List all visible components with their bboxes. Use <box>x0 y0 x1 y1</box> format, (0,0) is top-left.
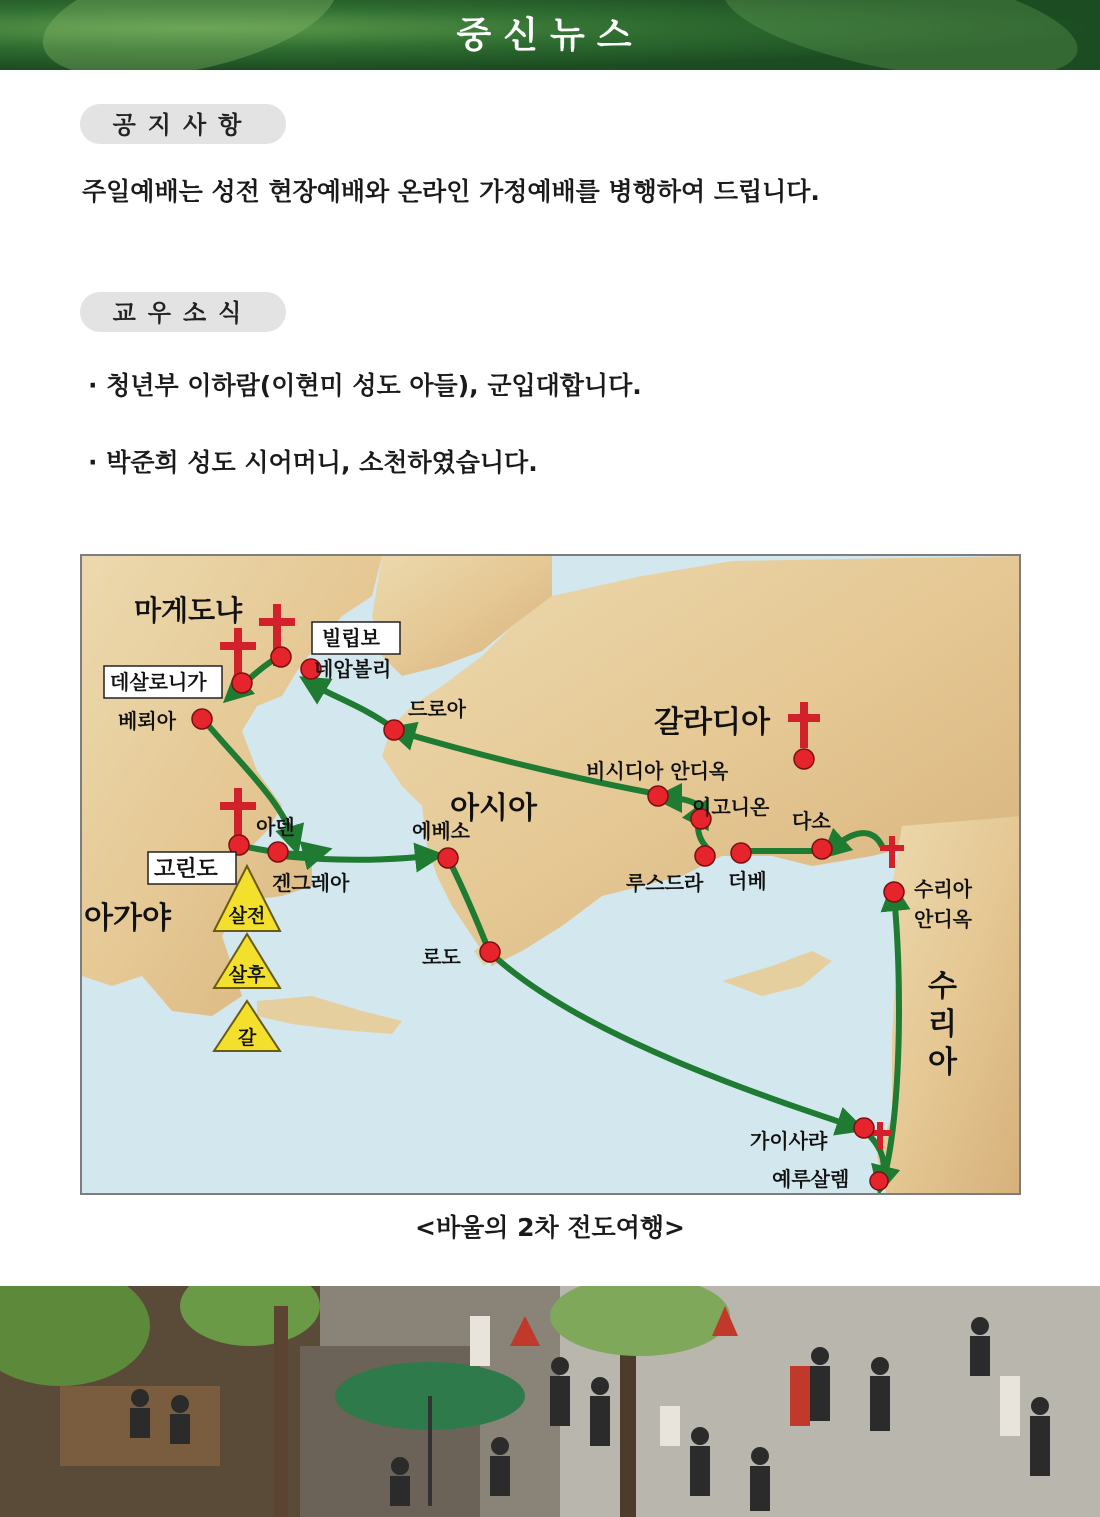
city-label: 드로아 <box>408 697 466 721</box>
city-dot <box>268 842 288 862</box>
region-label: 마게도냐 <box>134 594 243 627</box>
city-label: 다소 <box>792 809 831 833</box>
city-dot <box>870 1172 888 1190</box>
header-banner <box>0 0 1100 70</box>
notice-section-label: 공지사항 <box>80 104 286 144</box>
map-svg <box>82 556 1021 1195</box>
region-label: 리 <box>928 1007 957 1042</box>
region-label: 아 <box>928 1045 957 1080</box>
journey-map <box>80 554 1021 1195</box>
region-label: 수 <box>928 969 957 1004</box>
city-dot <box>731 843 751 863</box>
city-label: 빌립보 <box>322 626 380 650</box>
map-caption: <바울의 2차 전도여행> <box>415 1213 685 1242</box>
member-news-item: · 청년부 이하람(이현미 성도 아들), 군입대합니다. <box>88 371 642 400</box>
region-label: 갈라디아 <box>654 705 770 740</box>
city-label: 겐그레아 <box>272 871 350 895</box>
city-dot <box>384 720 404 740</box>
member-news-item: · 박준희 성도 시어머니, 소천하였습니다. <box>88 448 538 477</box>
city-dot <box>232 673 252 693</box>
city-dot <box>854 1118 874 1138</box>
city-label: 데살로니가 <box>110 670 207 694</box>
photo-illustration <box>0 1286 1100 1517</box>
members-section-label: 교우소식 <box>80 292 286 332</box>
newsletter-title: 중신뉴스 <box>456 15 644 56</box>
city-dot <box>192 709 212 729</box>
city-label: 가이사랴 <box>750 1129 828 1153</box>
city-dot <box>794 749 814 769</box>
city-label: 예루살렘 <box>772 1167 850 1191</box>
city-dot <box>271 647 291 667</box>
church-courtyard-photo <box>0 1286 1100 1517</box>
notice-text: 주일예배는 성전 현장예배와 온라인 가정예배를 병행하여 드립니다. <box>82 177 820 206</box>
city-dot <box>480 942 500 962</box>
city-dot <box>438 848 458 868</box>
city-label: 안디옥 <box>914 907 972 931</box>
region-label: 아가야 <box>84 901 171 936</box>
city-label: 에베소 <box>412 819 470 843</box>
city-dot <box>695 846 715 866</box>
epistle-label: 갈 <box>237 1027 257 1049</box>
city-label: 더베 <box>728 869 767 893</box>
city-label: 베뢰아 <box>118 709 176 733</box>
city-dot <box>884 882 904 902</box>
city-dot <box>648 786 668 806</box>
epistle-label: 살후 <box>228 964 266 986</box>
city-dot <box>812 839 832 859</box>
city-label: 네압볼리 <box>314 657 392 681</box>
city-label: 고린도 <box>154 857 218 882</box>
city-label: 수리아 <box>914 877 972 901</box>
city-label: 이고니온 <box>692 795 770 819</box>
epistle-label: 살전 <box>228 905 266 927</box>
city-label: 아덴 <box>256 815 295 839</box>
city-label: 로도 <box>422 945 461 969</box>
city-label: 루스드라 <box>626 871 704 895</box>
city-label: 비시디아 안디옥 <box>586 759 729 783</box>
region-label: 아시아 <box>450 791 537 826</box>
